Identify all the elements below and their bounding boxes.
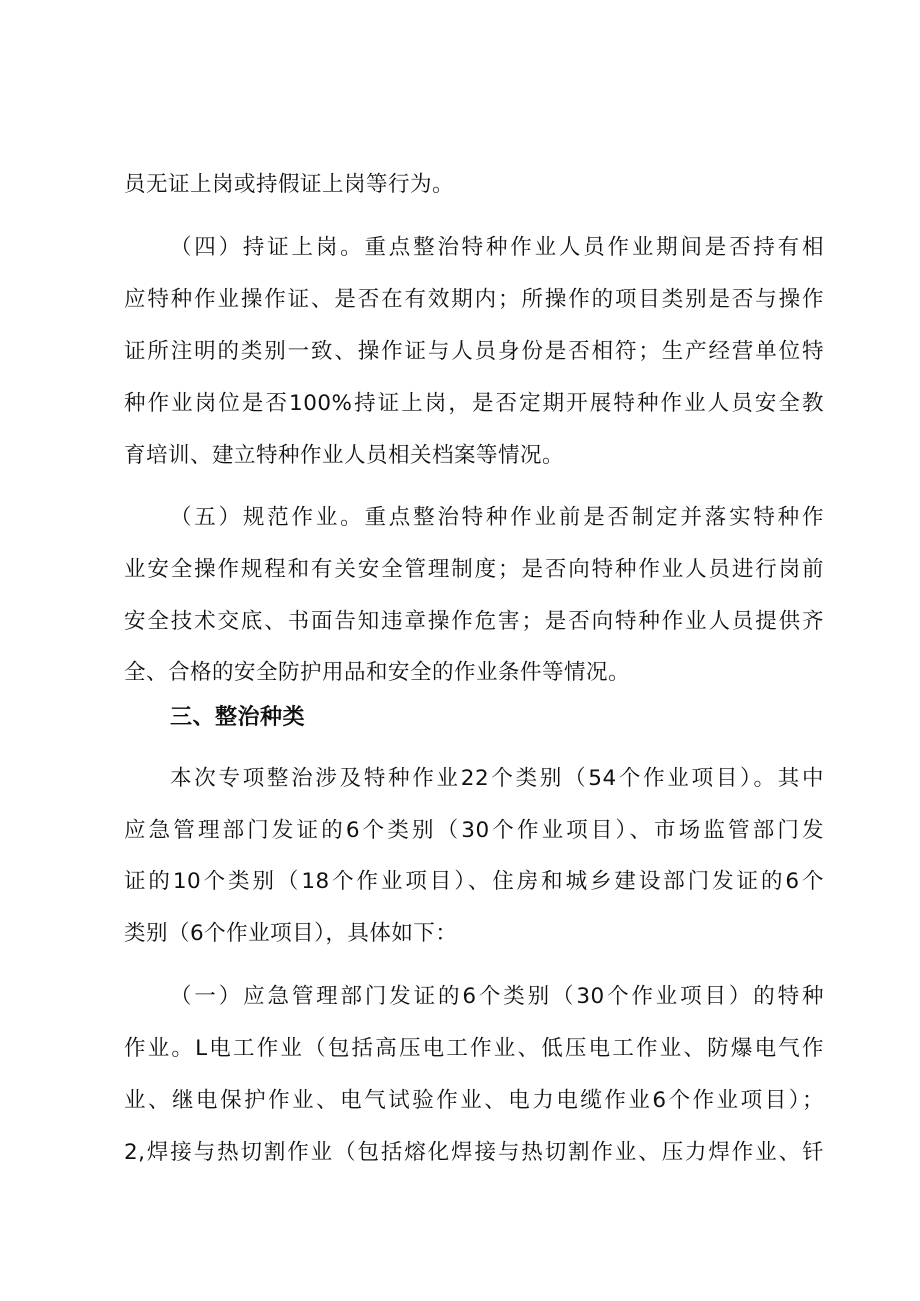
paragraph-line: 安全技术交底、书面告知违章操作危害；是否向特种作业人员提供齐 (124, 609, 824, 634)
paragraph-line: 作业。L电工作业（包括高压电工作业、低压电工作业、防爆电气作 (124, 1036, 824, 1061)
section-heading: 三、整治种类 (170, 705, 306, 730)
paragraph-line: 证的10个类别（18个作业项目）、住房和城乡建设部门发证的6个 (124, 869, 824, 894)
paragraph-line: （一）应急管理部门发证的6个类别（30个作业项目）的特种 (170, 984, 824, 1009)
paragraph-line: 员无证上岗或持假证上岗等行为。 (124, 172, 455, 197)
paragraph-line: （四）持证上岗。重点整治特种作业人员作业期间是否持有相 (170, 235, 824, 260)
paragraph-line: 应急管理部门发证的6个类别（30个作业项目）、市场监管部门发 (124, 818, 824, 843)
paragraph-line: 业、继电保护作业、电气试验作业、电力电缆作业6个作业项目）； (124, 1088, 824, 1113)
paragraph-line: 证所注明的类别一致、操作证与人员身份是否相符；生产经营单位特 (124, 339, 824, 364)
paragraph-line: 业安全操作规程和有关安全管理制度；是否向特种作业人员进行岗前 (124, 557, 824, 582)
paragraph-line: 2,焊接与热切割作业（包括熔化焊接与热切割作业、压力焊作业、钎 (124, 1140, 824, 1165)
paragraph-line: 类别（6个作业项目），具体如下： (124, 921, 458, 946)
paragraph-line: 种作业岗位是否100%持证上岗，是否定期开展特种作业人员安全教 (124, 391, 824, 416)
paragraph-line: （五）规范作业。重点整治特种作业前是否制定并落实特种作 (170, 505, 824, 530)
paragraph-line: 应特种作业操作证、是否在有效期内；所操作的项目类别是否与操作 (124, 287, 824, 312)
paragraph-line: 全、合格的安全防护用品和安全的作业条件等情况。 (124, 660, 631, 685)
paragraph-line: 本次专项整治涉及特种作业22个类别（54个作业项目）。其中 (170, 766, 824, 791)
paragraph-line: 育培训、建立特种作业人员相关档案等情况。 (124, 443, 565, 468)
